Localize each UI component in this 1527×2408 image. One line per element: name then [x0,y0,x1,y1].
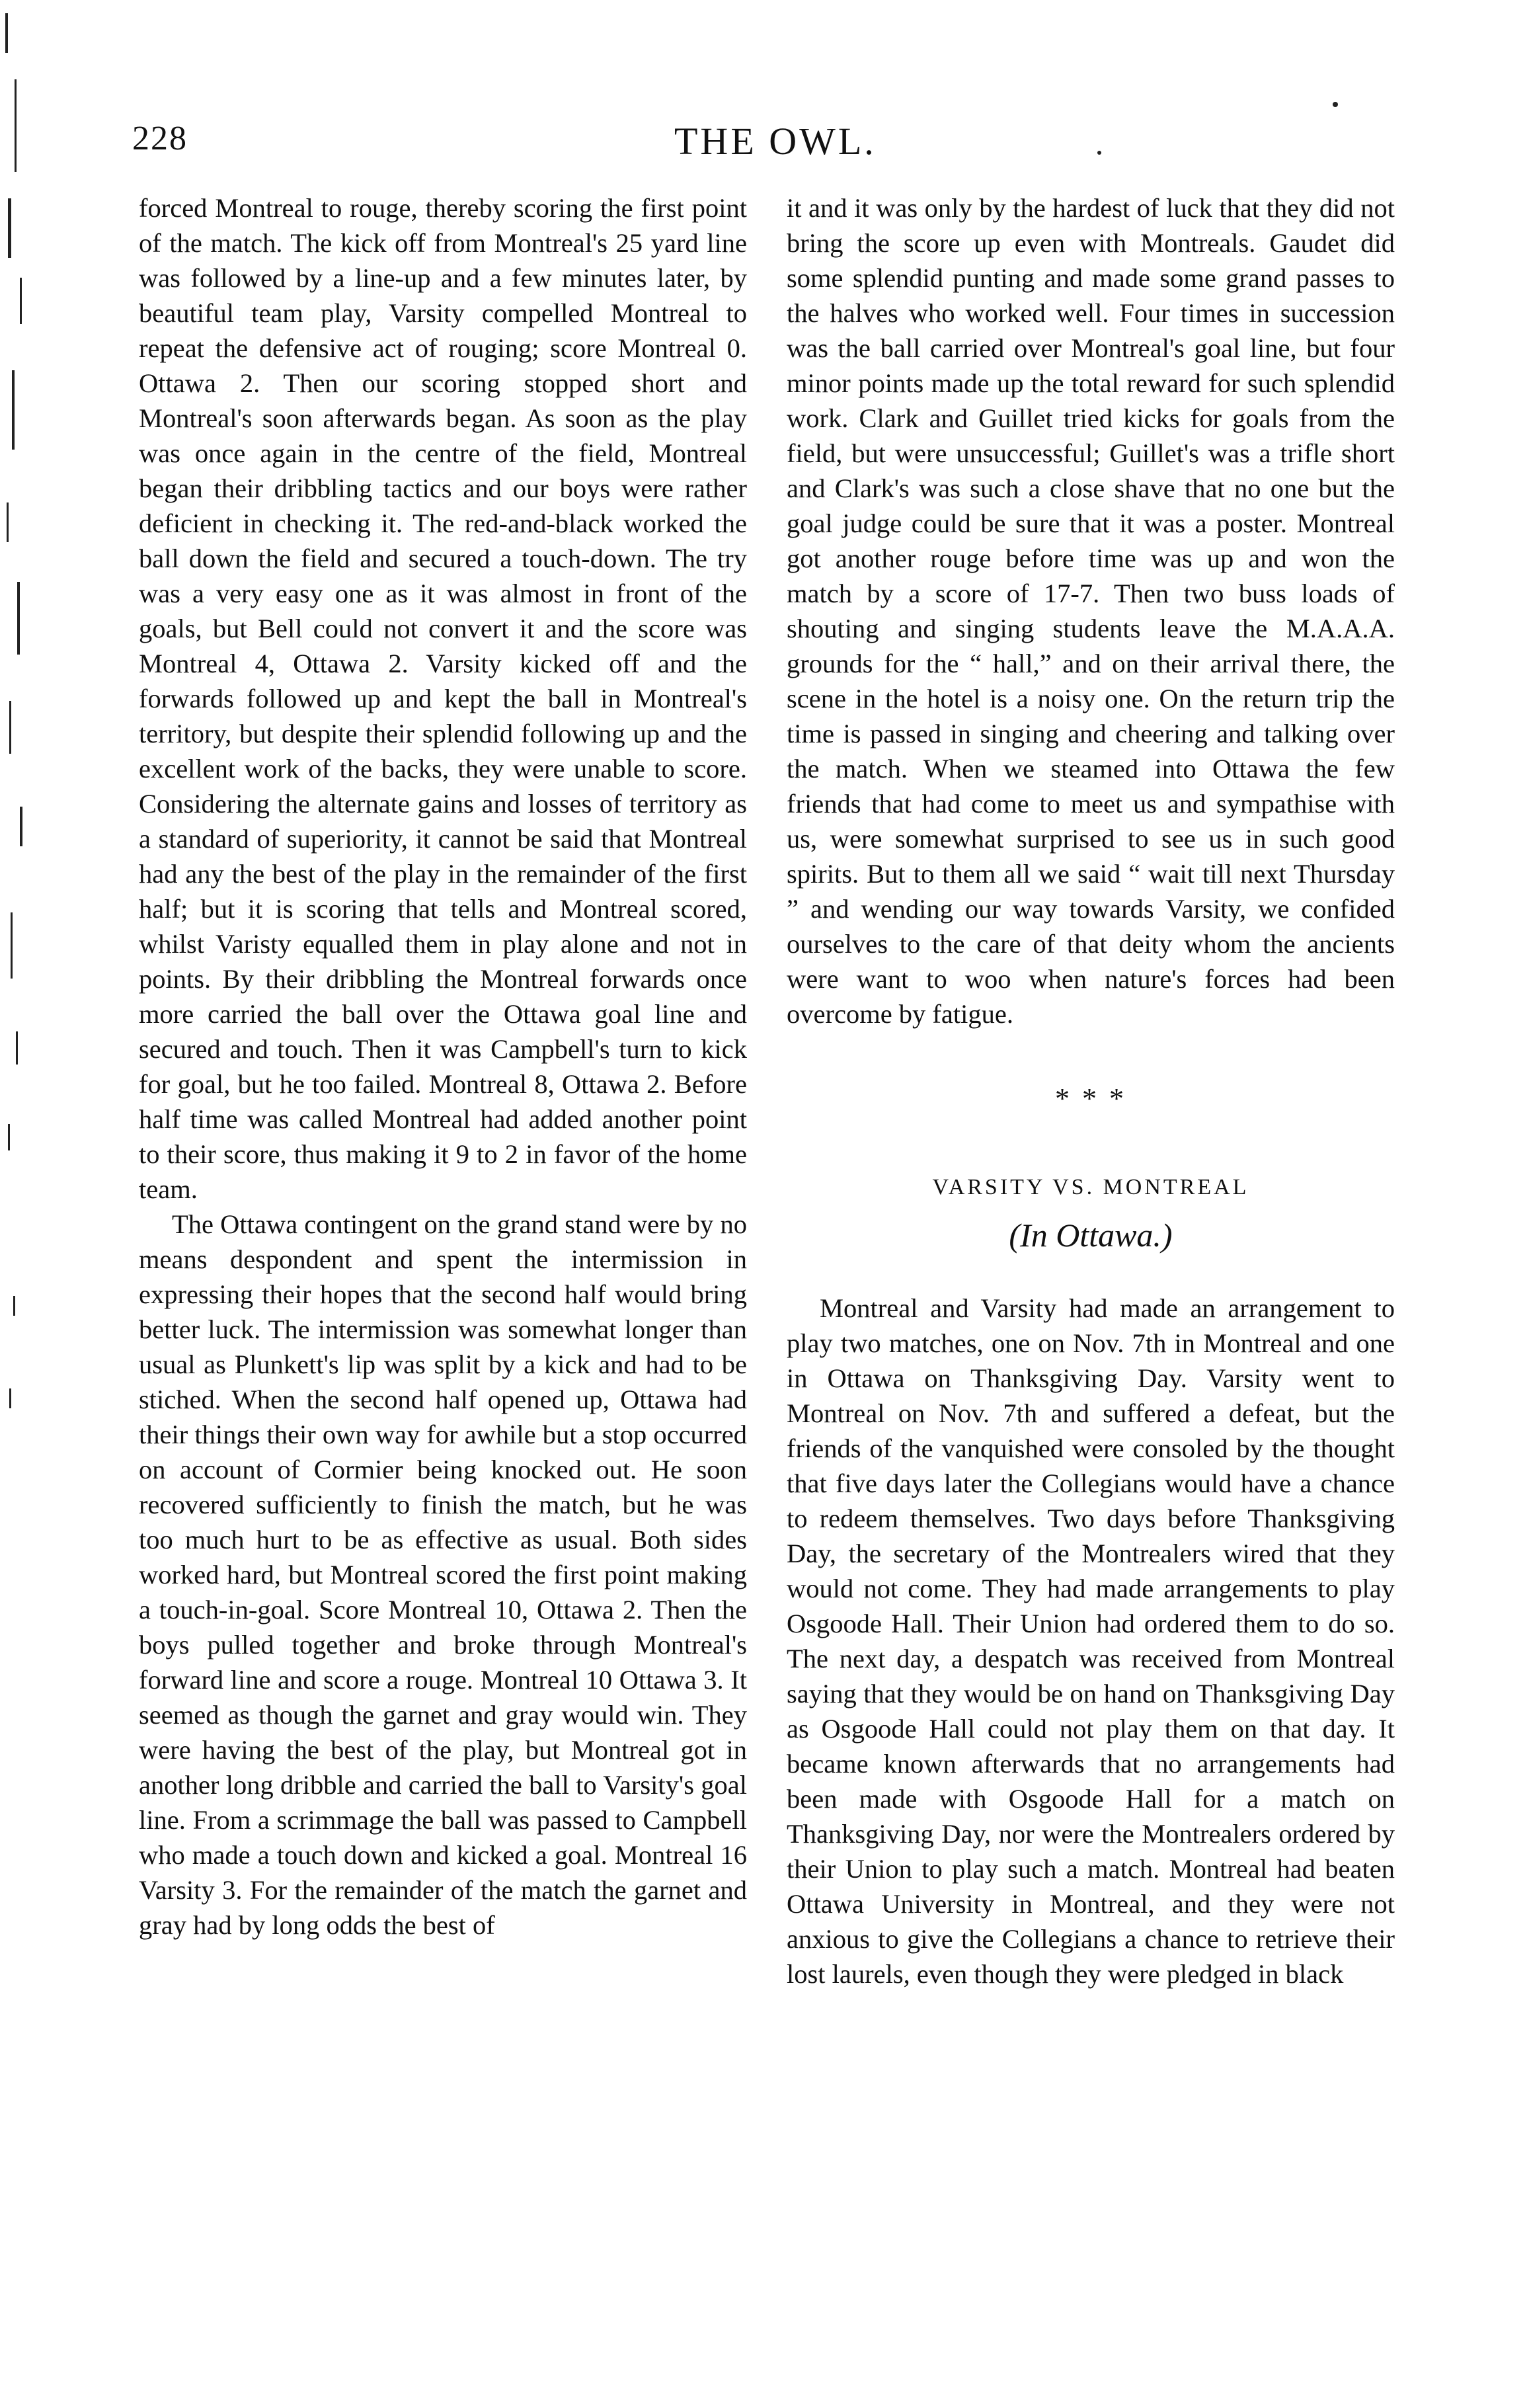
article-paragraph: it and it was only by the hardest of luck that they did not bring the score up even with Montreals. Gaudet did some splendid punting and made some grand passes to the halves who worked well. Four times in succession was the ball carried over Montreal's goal line, but four minor points made up the total reward for such splendid work. Clark and Guillet tried kicks for goals from the field, but were unsuccessful; Guillet's was a trifle short and Clark's was such a close shave that no one but the goal judge could be sure that it was a poster. Montreal got another rouge before time was up and won the match by a score of 17-7. Then two buss loads of shouting and singing students leave the M.A.A.A. grounds for the “ hall,” and on their arrival there, the scene in the hotel is a noisy one. On the return trip the time is passed in singing and cheering and talking over the match. When we steamed into Ottawa the few friends that had come to meet us and sympathise with us, were somewhat surprised to see us in such good spirits. But to them all we said “ wait till next Thursday ” and wending our way towards Varsity, we confided ourselves to the care of that deity whom the ancients were want to woo when nature's forces had been overcome by fatigue. [787,193,1395,1029]
page-number: 228 [132,120,188,157]
left-column [139,190,747,1943]
article-paragraph: Montreal and Varsity had made an arrangement to play two matches, one on Nov. 7th in Montreal and one in Ottawa on Thanksgiving Day. Varsity went to Montreal on Nov. 7th and suffered a defeat, but the friends of the vanquished were consoled by the thought that five days later the Collegians would have a chance to redeem themselves. Two days before Thanksgiving Day, the secretary of the Montrealers wired that they would not come. They had made arrangements to play Osgoode Hall. Their Union had ordered them to do so. The next day, a despatch was received from Montreal saying that they would be on hand on Thanksgiving Day as Osgoode Hall could not play them on that day. It became known afterwards that no arrangements had been made with Osgoode Hall for a match on Thanksgiving Day, nor were the Montrealers ordered by their Union to play such a match. Montreal had beaten Ottawa University in Montreal, and they were not anxious to give the Collegians a chance to retrieve their lost laurels, even though they were pledged in black [787,1293,1395,1989]
section-heading: VARSITY VS. MONTREAL [932,1175,1249,1199]
print-speck [1333,102,1338,107]
section-divider-asterism [787,1082,1395,1115]
scan-edge-marks [0,0,46,1521]
print-speck [1097,151,1101,155]
section-subheading: (In Ottawa.) [1009,1217,1173,1254]
asterism-glyphs: * * * [1055,1082,1126,1115]
right-column [787,190,1395,1991]
article-paragraph: The Ottawa contingent on the grand stand were by no means despondent and spent the intermission in expressing their hopes that the second half would bring better luck. The intermission was somewhat longer than usual as Plunkett's lip was split by a kick and had to be stiched. When the second half opened up, Ottawa had their things their own way for awhile but a stop occurred on account of Cormier being knocked out. He soon recovered sufficiently to finish the match, but he was too much hurt to be as effective as usual. Both sides worked hard, but Montreal scored the first point making a touch-in-goal. Score Montreal 10, Ottawa 2. Then the boys pulled together and broke through Montreal's forward line and score a rouge. Montreal 10 Ottawa 3. It seemed as though the garnet and gray would win. They were having the best of the play, but Montreal got in another long dribble and carried the ball to Varsity's goal line. From a scrimmage the ball was passed to Campbell who made a touch down and kicked a goal. Montreal 16 Varsity 3. For the remainder of the match the garnet and gray had by long odds the best of [139,1209,747,1940]
article-paragraph: forced Montreal to rouge, thereby scoring the first point of the match. The kick off from Montreal's 25 yard line was followed by a line-up and a few minutes later, by beautiful team play, Varsity compelled Montreal to repeat the defensive act of rouging; score Montreal 0. Ottawa 2. Then our scoring stopped short and Montreal's soon afterwards began. As soon as the play was once again in the centre of the field, Montreal began their dribbling tactics and our boys were rather deficient in checking it. The red-and-black worked the ball down the field and secured a touch-down. The try was a very easy one as it was almost in front of the goals, but Bell could not convert it and the score was Montreal 4, Ottawa 2. Varsity kicked off and the forwards followed up and kept the ball in Montreal's territory, but despite their splendid following up and the excellent work of the backs, they were unable to score. Considering the alternate gains and losses of territory as a standard of superiority, it cannot be said that Montreal had any the best of the play in the remainder of the first half; but it is scoring that tells and Montreal scored, whilst Varisty equalled them in play alone and not in points. By their dribbling the Montreal forwards once more carried the ball over the Ottawa goal line and secured and touch. Then it was Campbell's turn to kick for goal, but he too failed. Montreal 8, Ottawa 2. Before half time was called Montreal had added another point to their score, thus making it 9 to 2 in favor of the home team. [139,193,747,1204]
running-head-title: THE OWL. [674,120,877,163]
